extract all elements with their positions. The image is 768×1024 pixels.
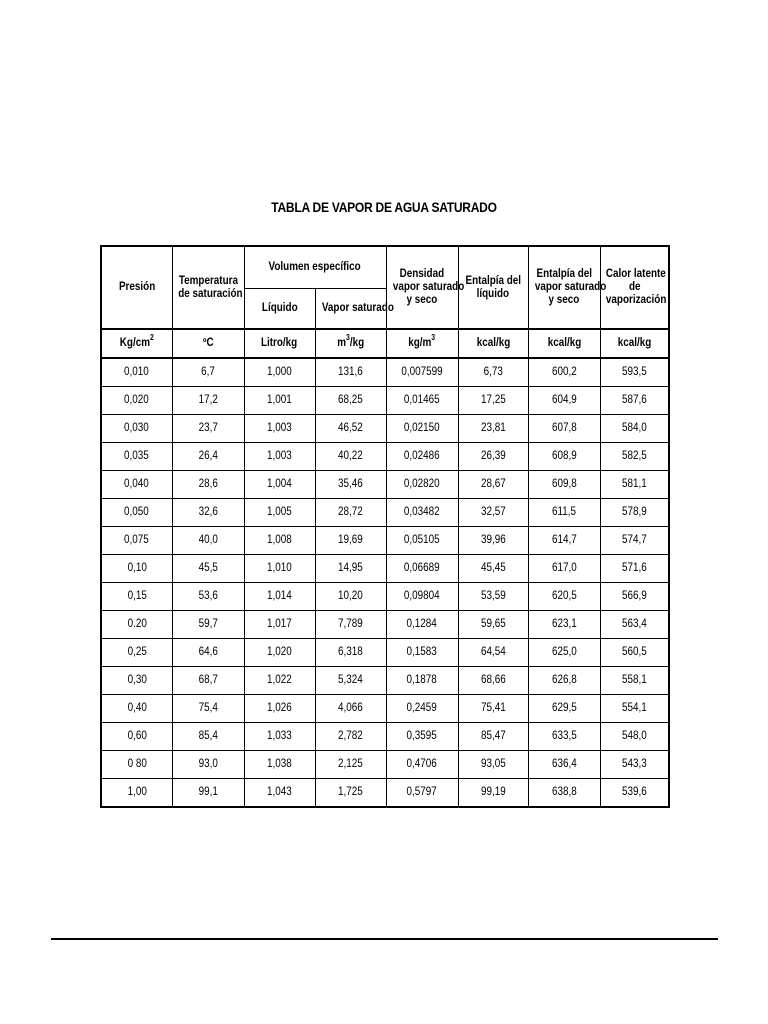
cell-calor-latente: 571,6 xyxy=(600,555,669,583)
cell-calor-latente: 539,6 xyxy=(600,779,669,808)
cell-entalpia-liquido: 85,47 xyxy=(458,723,528,751)
cell-presion: 0,030 xyxy=(101,415,172,443)
cell-liquido: 1,014 xyxy=(244,583,315,611)
cell-temperatura: 53,6 xyxy=(172,583,244,611)
cell-vapor-saturado: 10,20 xyxy=(315,583,386,611)
table-row xyxy=(101,499,669,527)
cell-temperatura: 59,7 xyxy=(172,611,244,639)
cell-entalpia-vapor: 638,8 xyxy=(528,779,600,808)
header-volumen-especifico: Volumen específico xyxy=(244,246,386,289)
unit-entalpia-liquido: kcal/kg xyxy=(458,329,528,358)
cell-vapor-saturado: 2,782 xyxy=(315,723,386,751)
cell-vapor-saturado: 131,6 xyxy=(315,358,386,387)
cell-densidad: 0,09804 xyxy=(386,583,458,611)
unit-densidad: $kg/m^3$ xyxy=(386,329,458,358)
cell-vapor-saturado: 1,725 xyxy=(315,779,386,808)
cell-densidad: 0,02150 xyxy=(386,415,458,443)
cell-entalpia-liquido: 23,81 xyxy=(458,415,528,443)
cell-temperatura: 32,6 xyxy=(172,499,244,527)
header-vapor-saturado: Vapor saturado xyxy=(315,289,386,330)
cell-temperatura: 93,0 xyxy=(172,751,244,779)
table-row xyxy=(101,387,669,415)
header-calor-latente: Calor latente de vaporización xyxy=(600,246,669,329)
cell-entalpia-liquido: 26,39 xyxy=(458,443,528,471)
cell-temperatura: 17,2 xyxy=(172,387,244,415)
cell-entalpia-liquido: 93,05 xyxy=(458,751,528,779)
cell-vapor-saturado: 4,066 xyxy=(315,695,386,723)
table-row xyxy=(101,443,669,471)
cell-entalpia-liquido: 45,45 xyxy=(458,555,528,583)
cell-entalpia-vapor: 609,8 xyxy=(528,471,600,499)
cell-entalpia-liquido: 64,54 xyxy=(458,639,528,667)
cell-vapor-saturado: 5,324 xyxy=(315,667,386,695)
cell-vapor-saturado: 35,46 xyxy=(315,471,386,499)
cell-liquido: 1,010 xyxy=(244,555,315,583)
cell-entalpia-vapor: 607,8 xyxy=(528,415,600,443)
cell-vapor-saturado: 68,25 xyxy=(315,387,386,415)
unit-entalpia-vapor: kcal/kg xyxy=(528,329,600,358)
cell-densidad: 0,5797 xyxy=(386,779,458,808)
header-liquido: Líquido xyxy=(244,289,315,330)
cell-liquido: 1,017 xyxy=(244,611,315,639)
table-row xyxy=(101,527,669,555)
cell-presion: 0,020 xyxy=(101,387,172,415)
cell-presion: 0,60 xyxy=(101,723,172,751)
cell-entalpia-vapor: 617,0 xyxy=(528,555,600,583)
cell-liquido: 1,003 xyxy=(244,415,315,443)
unit-temperatura: ºC xyxy=(172,329,244,358)
cell-presion: 0,15 xyxy=(101,583,172,611)
cell-temperatura: 23,7 xyxy=(172,415,244,443)
cell-entalpia-vapor: 626,8 xyxy=(528,667,600,695)
cell-calor-latente: 593,5 xyxy=(600,358,669,387)
steam-table xyxy=(100,245,670,808)
unit-vapor: $m^3/kg$ xyxy=(315,329,386,358)
table-row xyxy=(101,471,669,499)
cell-entalpia-liquido: 6,73 xyxy=(458,358,528,387)
cell-vapor-saturado: 7,789 xyxy=(315,611,386,639)
cell-entalpia-liquido: 59,65 xyxy=(458,611,528,639)
cell-presion: 0,10 xyxy=(101,555,172,583)
cell-presion: 1,00 xyxy=(101,779,172,808)
cell-vapor-saturado: 14,95 xyxy=(315,555,386,583)
cell-densidad: 0,3595 xyxy=(386,723,458,751)
cell-densidad: 0,03482 xyxy=(386,499,458,527)
cell-calor-latente: 543,3 xyxy=(600,751,669,779)
cell-calor-latente: 554,1 xyxy=(600,695,669,723)
cell-presion: 0 80 xyxy=(101,751,172,779)
cell-liquido: 1,005 xyxy=(244,499,315,527)
cell-temperatura: 75,4 xyxy=(172,695,244,723)
header-entalpia-liquido: Entalpía del líquido xyxy=(458,246,528,329)
cell-entalpia-vapor: 623,1 xyxy=(528,611,600,639)
cell-liquido: 1,026 xyxy=(244,695,315,723)
cell-calor-latente: 582,5 xyxy=(600,443,669,471)
cell-densidad: 0,05105 xyxy=(386,527,458,555)
cell-liquido: 1,043 xyxy=(244,779,315,808)
cell-liquido: 1,008 xyxy=(244,527,315,555)
cell-densidad: 0,1284 xyxy=(386,611,458,639)
cell-calor-latente: 574,7 xyxy=(600,527,669,555)
table-row xyxy=(101,555,669,583)
cell-entalpia-vapor: 636,4 xyxy=(528,751,600,779)
cell-vapor-saturado: 6,318 xyxy=(315,639,386,667)
cell-liquido: 1,020 xyxy=(244,639,315,667)
cell-presion: 0,40 xyxy=(101,695,172,723)
cell-entalpia-vapor: 614,7 xyxy=(528,527,600,555)
cell-entalpia-liquido: 68,66 xyxy=(458,667,528,695)
cell-vapor-saturado: 28,72 xyxy=(315,499,386,527)
cell-temperatura: 45,5 xyxy=(172,555,244,583)
table-row xyxy=(101,667,669,695)
table-row xyxy=(101,583,669,611)
cell-temperatura: 6,7 xyxy=(172,358,244,387)
cell-densidad: 0,4706 xyxy=(386,751,458,779)
cell-densidad: 0,02486 xyxy=(386,443,458,471)
table-row xyxy=(101,695,669,723)
cell-temperatura: 99,1 xyxy=(172,779,244,808)
cell-entalpia-vapor: 611,5 xyxy=(528,499,600,527)
cell-densidad: 0,1878 xyxy=(386,667,458,695)
cell-temperatura: 26,4 xyxy=(172,443,244,471)
cell-densidad: 0,1583 xyxy=(386,639,458,667)
cell-liquido: 1,033 xyxy=(244,723,315,751)
cell-calor-latente: 548,0 xyxy=(600,723,669,751)
header-temperatura: Temperatura de saturación xyxy=(172,246,244,329)
cell-entalpia-vapor: 604,9 xyxy=(528,387,600,415)
cell-presion: 0,010 xyxy=(101,358,172,387)
cell-densidad: 0,01465 xyxy=(386,387,458,415)
cell-temperatura: 28,6 xyxy=(172,471,244,499)
header-entalpia-vapor: Entalpía del vapor saturado y seco xyxy=(528,246,600,329)
cell-temperatura: 85,4 xyxy=(172,723,244,751)
header-densidad: Densidad vapor saturado y seco xyxy=(386,246,458,329)
table-row xyxy=(101,779,669,808)
cell-presion: 0,040 xyxy=(101,471,172,499)
cell-presion: 0,25 xyxy=(101,639,172,667)
table-body xyxy=(101,358,669,807)
cell-entalpia-vapor: 608,9 xyxy=(528,443,600,471)
unit-presion: $Kg/cm^2$ xyxy=(101,329,172,358)
cell-entalpia-vapor: 620,5 xyxy=(528,583,600,611)
cell-calor-latente: 578,9 xyxy=(600,499,669,527)
cell-densidad: 0,06689 xyxy=(386,555,458,583)
cell-entalpia-liquido: 75,41 xyxy=(458,695,528,723)
table-row xyxy=(101,639,669,667)
page-divider xyxy=(51,938,718,940)
cell-vapor-saturado: 46,52 xyxy=(315,415,386,443)
cell-calor-latente: 581,1 xyxy=(600,471,669,499)
cell-entalpia-liquido: 17,25 xyxy=(458,387,528,415)
cell-entalpia-liquido: 53,59 xyxy=(458,583,528,611)
cell-liquido: 1,022 xyxy=(244,667,315,695)
cell-presion: 0,075 xyxy=(101,527,172,555)
cell-presion: 0,035 xyxy=(101,443,172,471)
cell-presion: 0,050 xyxy=(101,499,172,527)
cell-calor-latente: 560,5 xyxy=(600,639,669,667)
cell-temperatura: 68,7 xyxy=(172,667,244,695)
unit-calor-latente: kcal/kg xyxy=(600,329,669,358)
cell-calor-latente: 566,9 xyxy=(600,583,669,611)
cell-calor-latente: 563,4 xyxy=(600,611,669,639)
cell-liquido: 1,001 xyxy=(244,387,315,415)
table-row xyxy=(101,723,669,751)
cell-presion: 0.20 xyxy=(101,611,172,639)
unit-liquido: Litro/kg xyxy=(244,329,315,358)
table-row xyxy=(101,751,669,779)
cell-vapor-saturado: 40,22 xyxy=(315,443,386,471)
cell-liquido: 1,004 xyxy=(244,471,315,499)
cell-densidad: 0,007599 xyxy=(386,358,458,387)
cell-temperatura: 40,0 xyxy=(172,527,244,555)
cell-calor-latente: 587,6 xyxy=(600,387,669,415)
cell-entalpia-liquido: 99,19 xyxy=(458,779,528,808)
cell-entalpia-liquido: 39,96 xyxy=(458,527,528,555)
cell-densidad: 0,2459 xyxy=(386,695,458,723)
table-row xyxy=(101,358,669,387)
table-title: TABLA DE VAPOR DE AGUA SATURADO xyxy=(271,199,497,215)
cell-liquido: 1,038 xyxy=(244,751,315,779)
cell-liquido: 1,003 xyxy=(244,443,315,471)
cell-densidad: 0,02820 xyxy=(386,471,458,499)
cell-entalpia-vapor: 633,5 xyxy=(528,723,600,751)
cell-vapor-saturado: 19,69 xyxy=(315,527,386,555)
cell-entalpia-liquido: 28,67 xyxy=(458,471,528,499)
table-row xyxy=(101,611,669,639)
cell-entalpia-liquido: 32,57 xyxy=(458,499,528,527)
cell-entalpia-vapor: 625,0 xyxy=(528,639,600,667)
cell-temperatura: 64,6 xyxy=(172,639,244,667)
cell-calor-latente: 584,0 xyxy=(600,415,669,443)
header-presion: Presión xyxy=(101,246,172,329)
cell-liquido: 1,000 xyxy=(244,358,315,387)
cell-presion: 0,30 xyxy=(101,667,172,695)
cell-entalpia-vapor: 600,2 xyxy=(528,358,600,387)
cell-entalpia-vapor: 629,5 xyxy=(528,695,600,723)
table-row xyxy=(101,415,669,443)
cell-vapor-saturado: 2,125 xyxy=(315,751,386,779)
cell-calor-latente: 558,1 xyxy=(600,667,669,695)
